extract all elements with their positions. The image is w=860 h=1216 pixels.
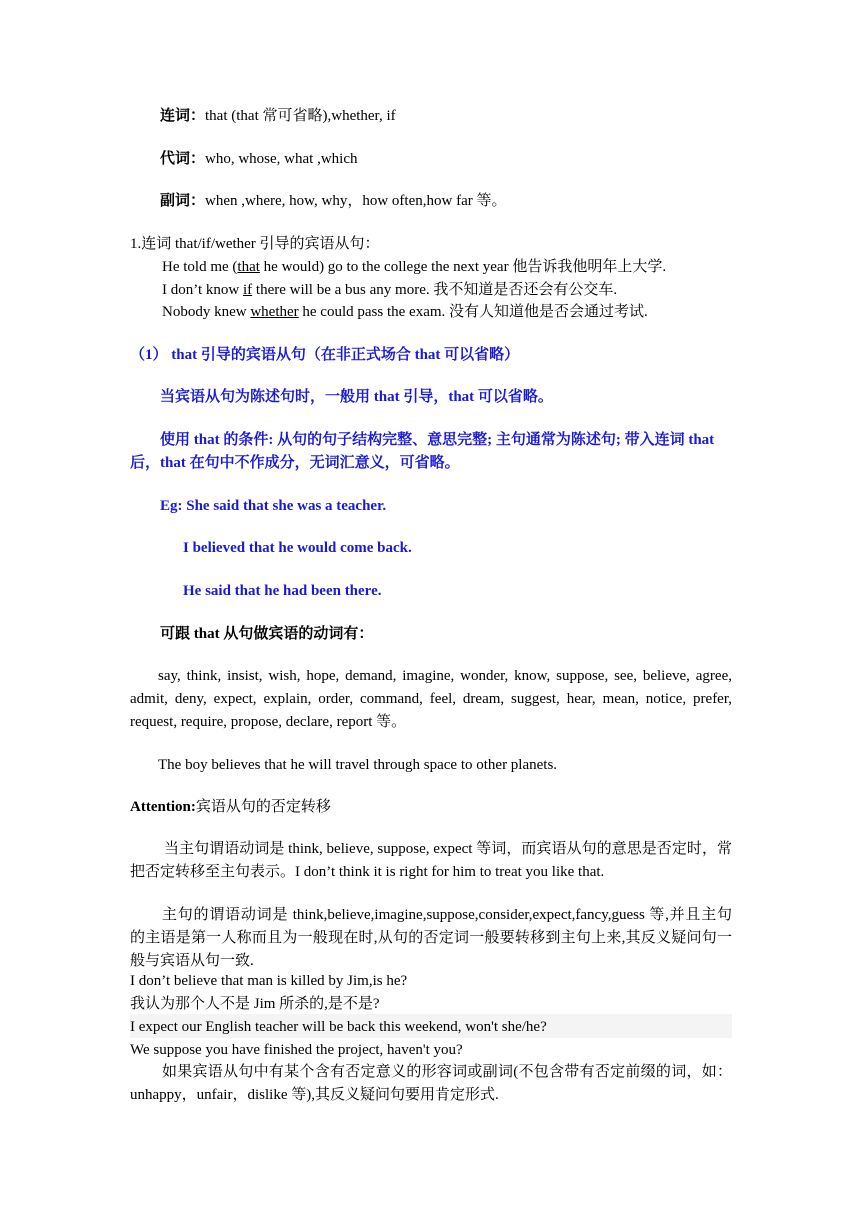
example-text: Nobody knew <box>162 304 251 320</box>
attention-para-1: 当主句谓语动词是 think, believe, suppose, expect 等词，而宾语从句的意思是否定时，常把否定转移至主句表示。I don’t think it is right for him to treat you like that. <box>130 841 732 880</box>
attention-heading <box>130 797 331 817</box>
underlined-word: if <box>242 282 253 298</box>
eg-sentence-2: I believed that he would come back. <box>183 540 412 556</box>
example-line-2 <box>162 280 617 300</box>
example-text: He told me ( <box>162 259 238 275</box>
underlined-word: that <box>237 259 260 275</box>
attention-example-1-cn: 我认为那个人不是 Jim 所杀的,是不是? <box>130 996 380 1012</box>
underlined-word: whether <box>250 304 299 320</box>
pron-label: 代词： <box>160 151 206 167</box>
example-text: he could pass the exam. 没有人知道他是否会通过考试. <box>298 304 648 320</box>
adv-label: 副词： <box>160 193 206 209</box>
attention-example-2: I expect our English teacher will be back this weekend, won't she/he? <box>130 1019 547 1035</box>
example-text: I don’t know <box>162 282 243 298</box>
attention-example-3: We suppose you have finished the project, haven't you? <box>130 1042 463 1058</box>
verbs-list: say, think, insist, wish, hope, demand, imagine, wonder, know, suppose, see, believe, agree, admit, deny, expect, explain, order, command, feel, dream, suggest, hear, mean, notice, prefer, request, require, propose, declare, report 等。 <box>130 668 732 730</box>
attention-title: 宾语从句的否定转移 <box>195 799 331 815</box>
attention-example-1: I don’t believe that man is killed by Jim,is he? <box>130 973 408 989</box>
adv-line <box>160 191 506 211</box>
that-rule-2-line-1: 使用 that 的条件: 从句的句子结构完整、意思完整; 主句通常为陈述句; 带入连词 that <box>160 432 715 448</box>
adv-text: when ,where, how, why，how often,how far 等。 <box>205 193 507 209</box>
example-text: he would) go to the college the next year 他告诉我他明年上大学. <box>259 259 667 275</box>
verbs-example: The boy believes that he will travel through space to other planets. <box>158 757 558 773</box>
example-text: there will be a bus any more. 我不知道是否还会有公交车. <box>252 282 618 298</box>
attention-label: Attention: <box>130 799 196 815</box>
that-heading: （1） that 引导的宾语从句（在非正式场合 that 可以省略） <box>130 347 520 363</box>
section1-heading: 1.连词 that/if/wether 引导的宾语从句： <box>130 236 380 252</box>
conj-line <box>160 106 396 126</box>
example-line-1 <box>162 257 666 277</box>
pron-text: who, whose, what ,which <box>205 151 358 167</box>
conj-label: 连词： <box>160 108 206 124</box>
eg-sentence-3: He said that he had been there. <box>183 583 382 599</box>
that-rule-1: 当宾语从句为陈述句时，一般用 that 引导，that 可以省略。 <box>160 389 553 405</box>
conj-text: that (that 常可省略),whether, if <box>205 108 396 124</box>
attention-para-2: 主句的谓语动词是 think,believe,imagine,suppose,consider,expect,fancy,guess 等,并且主句的主语是第一人称而且为一般现在时,从句的否定词一般要转移到主句上来,其反义疑问句一般与宾语从句一致. <box>130 907 732 969</box>
eg-sentence-1: Eg: She said that she was a teacher. <box>160 498 387 514</box>
pron-line <box>160 149 358 169</box>
verbs-heading: 可跟 that 从句做宾语的动词有： <box>160 626 374 642</box>
that-rule-2-line-2: 后，that 在句中不作成分，无词汇意义，可省略。 <box>130 455 460 471</box>
attention-para-3: 如果宾语从句中有某个含有否定意义的形容词或副词(不包含带有否定前缀的词，如：unhappy，unfair，dislike 等),其反义疑问句要用肯定形式. <box>130 1064 732 1103</box>
example-line-3 <box>162 302 648 322</box>
